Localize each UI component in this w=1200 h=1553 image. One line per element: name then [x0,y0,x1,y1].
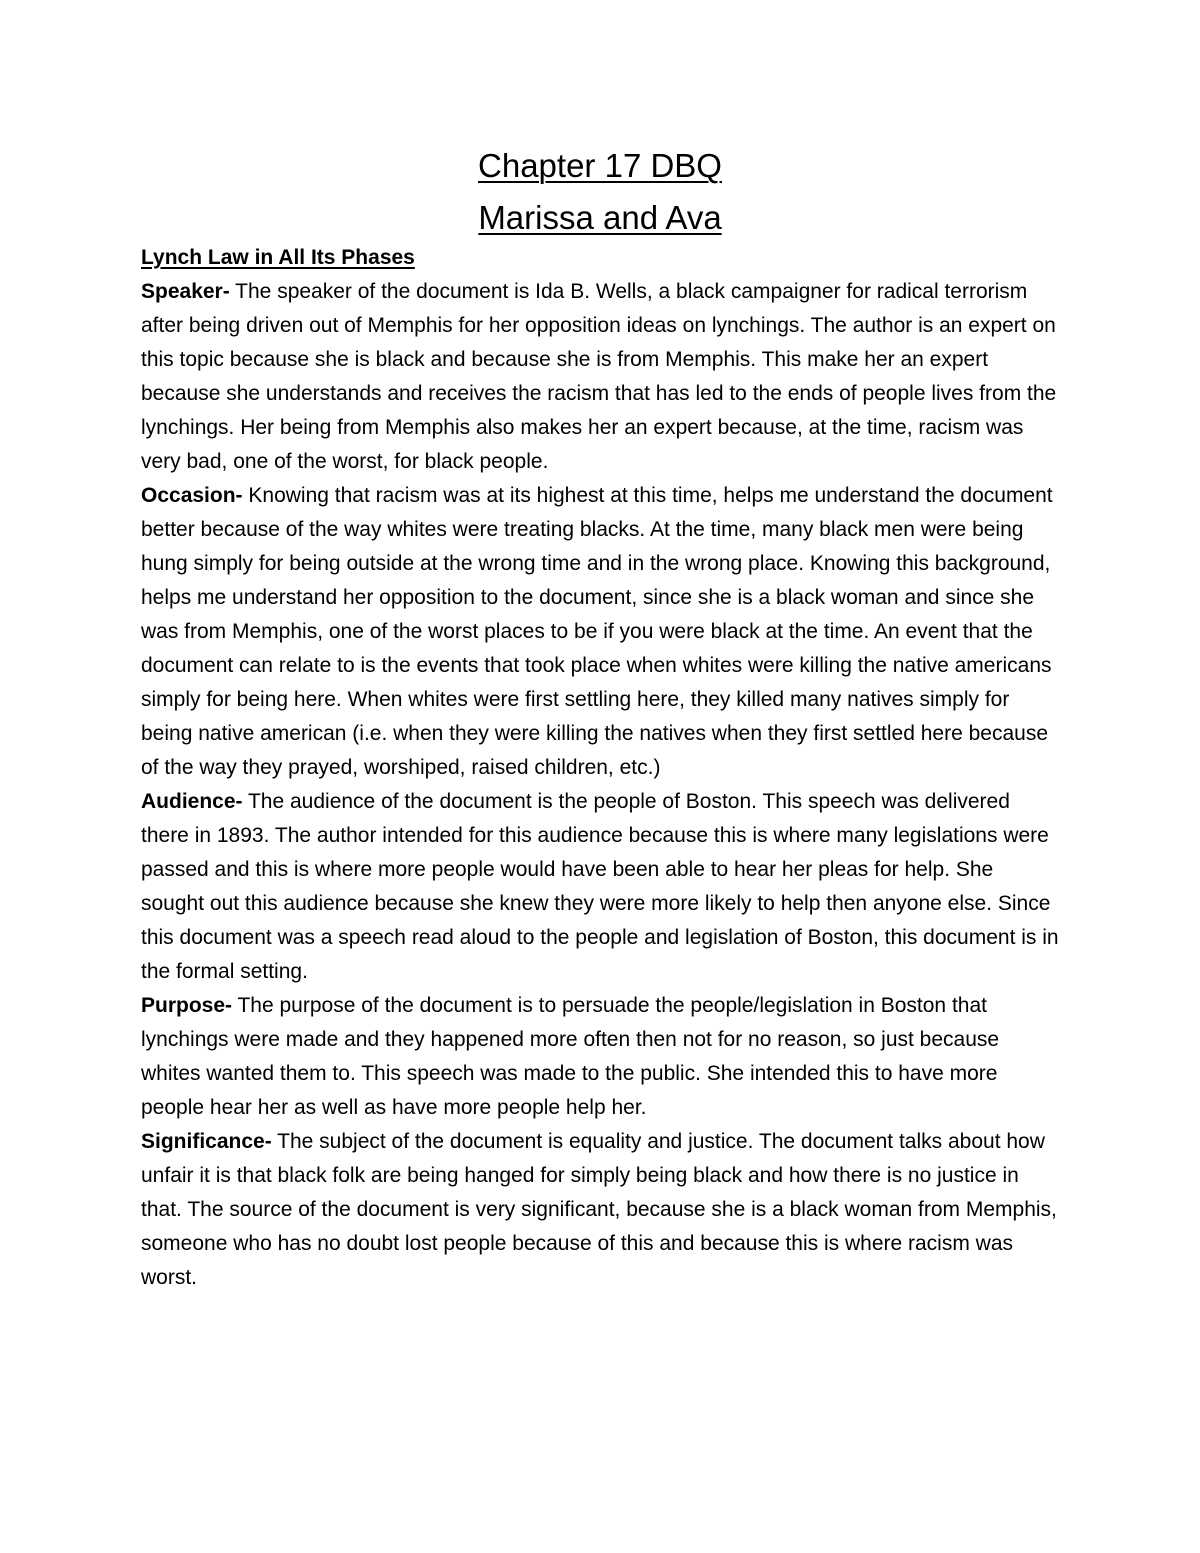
paragraph-text: The subject of the document is equality and justice. The document talks about how unfair it is that black folk are being hanged for simply being black and how there is no justice in that. The source of the document is very significant, because she is a black woman from Memphis, someone who has no doubt lost people because of this and because this is where racism was worst. [141,1130,1057,1289]
paragraph-speaker [141,275,1061,479]
paragraph-label: Occasion- [141,484,243,507]
paragraph-audience [141,785,1061,989]
paragraph-label: Audience- [141,790,243,813]
paragraph-text: The speaker of the document is Ida B. Wells, a black campaigner for radical terrorism after being driven out of Memphis for her opposition ideas on lynchings. The author is an expert on this topic because she is black and because she is from Memphis. This make her an expert because she understands and receives the racism that has led to the ends of people lives from the lynchings. Her being from Memphis also makes her an expert because, at the time, racism was very bad, one of the worst, for black people. [141,280,1057,473]
paragraph-text: The purpose of the document is to persuade the people/legislation in Boston that lynchings were made and they happened more often then not for no reason, so just because whites wanted them to. This speech was made to the public. She intended this to have more people hear her as well as have more people help her. [141,994,1000,1119]
paragraph-text: Knowing that racism was at its highest at this time, helps me understand the document better because of the way whites were treating blacks. At the time, many black men were being hung simply for being outside at the wrong time and in the wrong place. Knowing this background, helps me understand her opposition to the document, since she is a black woman and since she was from Memphis, one of the worst places to be if you were black at the time. An event that the document can relate to is the events that took place when whites were killing the native americans simply for being here. When whites were first settling here, they killed many natives simply for being native american (i.e. when they were killing the natives when they first settled here because of the way they prayed, worshiped, raised children, etc.) [141,484,1053,779]
section-heading-text: Lynch Law in All Its Phases [141,246,415,269]
paragraph-label: Significance- [141,1130,272,1153]
paragraph-label: Purpose- [141,994,233,1017]
title-block [0,140,1200,244]
paragraph-significance [141,1125,1061,1295]
document-authors: Marissa and Ava [478,199,722,236]
document-body [141,241,1061,1295]
paragraph-occasion [141,479,1061,785]
paragraph-purpose [141,989,1061,1125]
document-title: Chapter 17 DBQ [478,147,722,184]
section-heading [141,241,1061,275]
paragraph-label: Speaker- [141,280,230,303]
paragraph-text: The audience of the document is the people of Boston. This speech was delivered there in 1893. The author intended for this audience because this is where many legislations were passed and this is where more people would have been able to hear her pleas for help. She sought out this audience because she knew they were more likely to help then anyone else. Since this document was a speech read aloud to the people and legislation of Boston, this document is in the formal setting. [141,790,1059,983]
